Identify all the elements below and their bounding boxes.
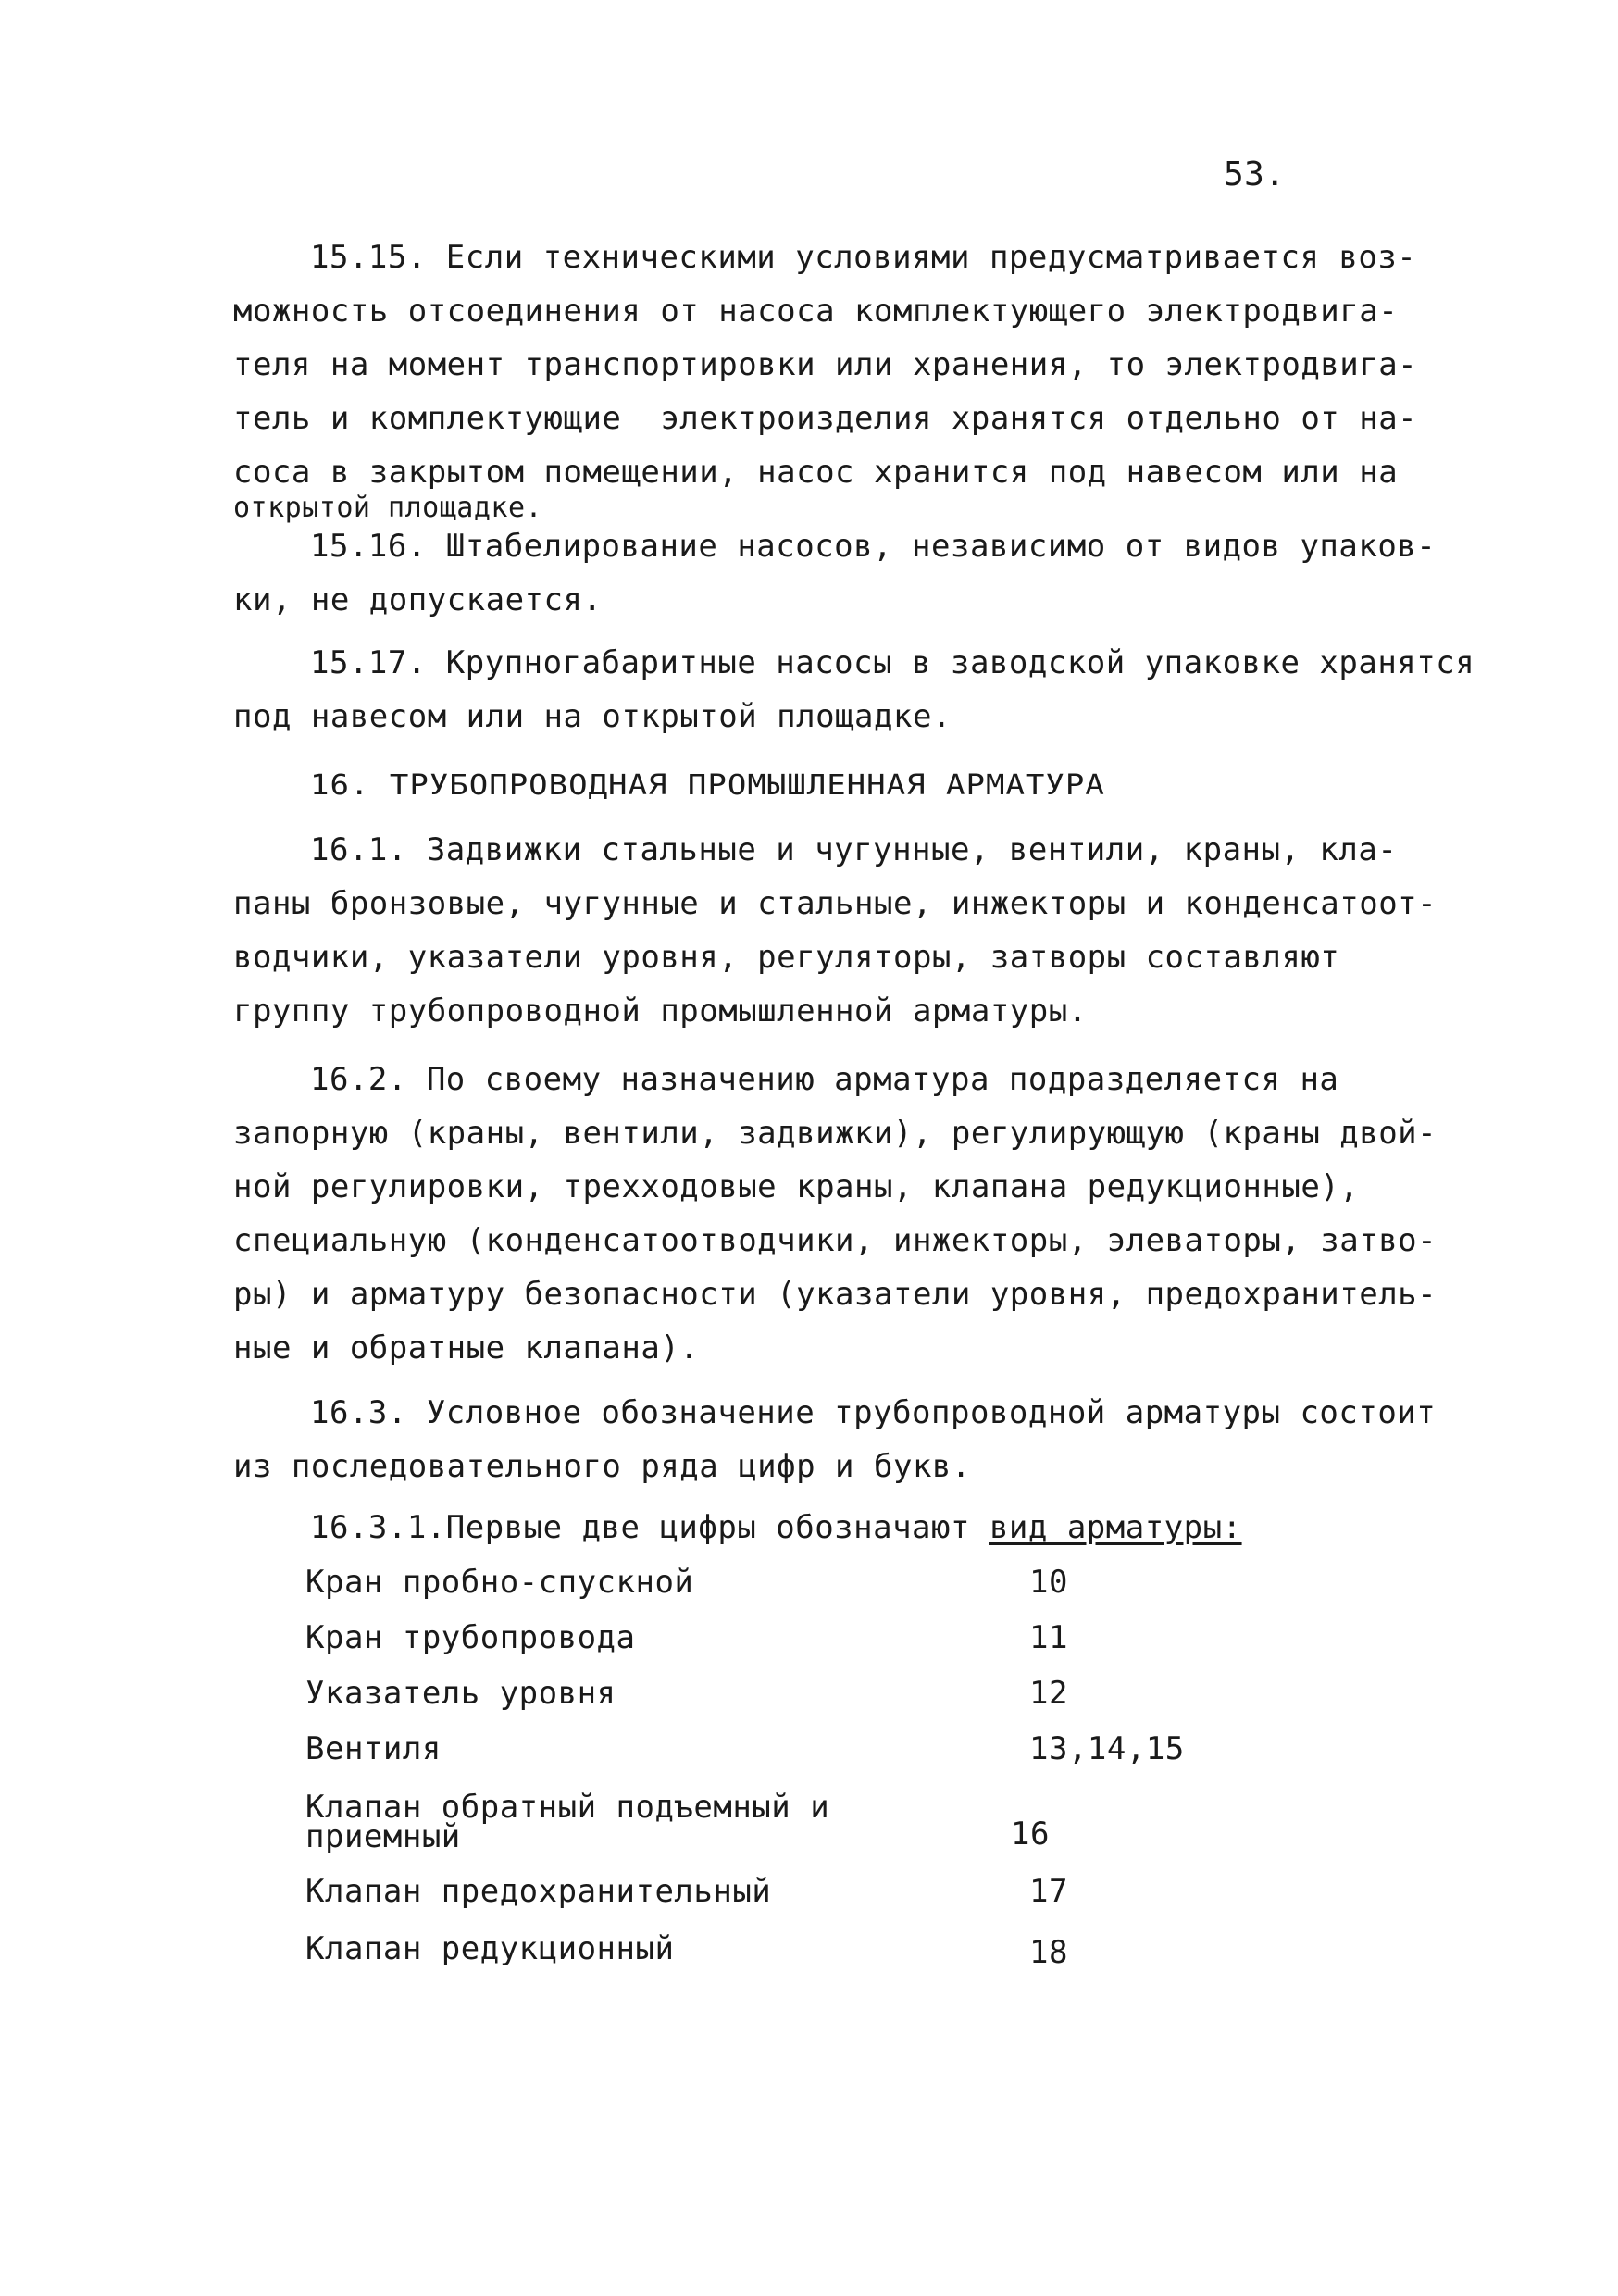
paragraph-16-3-1-prefix: 16.3.1.Первые две цифры обозначают [310, 1509, 989, 1546]
table-row-code: 16 [1011, 1816, 1050, 1853]
paragraph-15-15-line-1: 15.15. Если техническими условиями предусматривается воз- [310, 239, 1417, 276]
table-row-name: Кран трубопровода [305, 1619, 636, 1656]
paragraph-16-1-line-2: паны бронзовые, чугунные и стальные, инжекторы и конденсатоот- [233, 885, 1438, 922]
table-row-name: Клапан обратный подъемный и приемный [305, 1789, 830, 1855]
section-heading: 16. ТРУБОПРОВОДНАЯ ПРОМЫШЛЕННАЯ АРМАТУРА [310, 768, 1105, 802]
paragraph-15-15-overlap-line: открытой площадке. [233, 492, 543, 524]
paragraph-16-3-line-1: 16.3. Условное обозначение трубопроводной арматуры состоит [310, 1394, 1437, 1431]
table-row-name: Кран пробно-спускной [305, 1564, 694, 1601]
paragraph-16-2-line-3: ной регулировки, трехходовые краны, клапана редукционные), [233, 1168, 1360, 1205]
page-number: 53. [1224, 156, 1286, 193]
paragraph-16-3-1-underlined: вид арматуры: [989, 1509, 1242, 1546]
paragraph-16-1-line-1: 16.1. Задвижки стальные и чугунные, вентили, краны, кла- [310, 831, 1398, 868]
table-row-name: Клапан редукционный [305, 1930, 675, 1967]
paragraph-16-3-1 [310, 1509, 1242, 1546]
paragraph-15-17-line-2: под навесом или на открытой площадке. [233, 698, 952, 735]
table-row-code: 13,14,15 [1029, 1730, 1185, 1767]
table-row-name: Указатель уровня [305, 1675, 616, 1712]
table-row-code: 10 [1029, 1564, 1068, 1601]
paragraph-16-2-line-4: специальную (конденсатоотводчики, инжекторы, элеваторы, затво- [233, 1222, 1438, 1259]
table-row-name: Клапан предохранительный [305, 1873, 772, 1910]
paragraph-15-16-line-1: 15.16. Штабелирование насосов, независимо от видов упаков- [310, 528, 1437, 565]
paragraph-16-2-line-2: запорную (краны, вентили, задвижки), регулирующую (краны двой- [233, 1115, 1438, 1152]
paragraph-15-16-line-2: ки, не допускается. [233, 581, 603, 618]
paragraph-15-15-line-3: теля на момент транспортировки или хранения, то электродвига- [233, 346, 1418, 383]
table-row-code: 18 [1029, 1934, 1068, 1971]
paragraph-15-15-line-5: соса в закрытом помещении, насос хранится под навесом или на [233, 454, 1399, 491]
table-row-name: Вентиля [305, 1730, 442, 1767]
paragraph-16-1-line-3: водчики, указатели уровня, регуляторы, затворы составляют [233, 939, 1340, 976]
paragraph-16-2-line-1: 16.2. По своему назначению арматура подразделяется на [310, 1061, 1339, 1098]
paragraph-16-1-line-4: группу трубопроводной промышленной арматуры. [233, 992, 1088, 1029]
table-row-code: 11 [1029, 1619, 1068, 1656]
paragraph-16-2-line-6: ные и обратные клапана). [233, 1329, 700, 1366]
table-row-code: 17 [1029, 1873, 1068, 1910]
table-row-code: 12 [1029, 1675, 1068, 1712]
paragraph-16-3-line-2: из последовательного ряда цифр и букв. [233, 1448, 971, 1485]
paragraph-16-2-line-5: ры) и арматуру безопасности (указатели уровня, предохранитель- [233, 1276, 1438, 1313]
paragraph-15-15-line-4: тель и комплектующие электроизделия хранятся отдельно от на- [233, 400, 1418, 437]
paragraph-15-15-line-2: можность отсоединения от насоса комплектующего электродвига- [233, 293, 1399, 330]
paragraph-15-17-line-1: 15.17. Крупногабаритные насосы в заводской упаковке хранятся [310, 644, 1475, 681]
